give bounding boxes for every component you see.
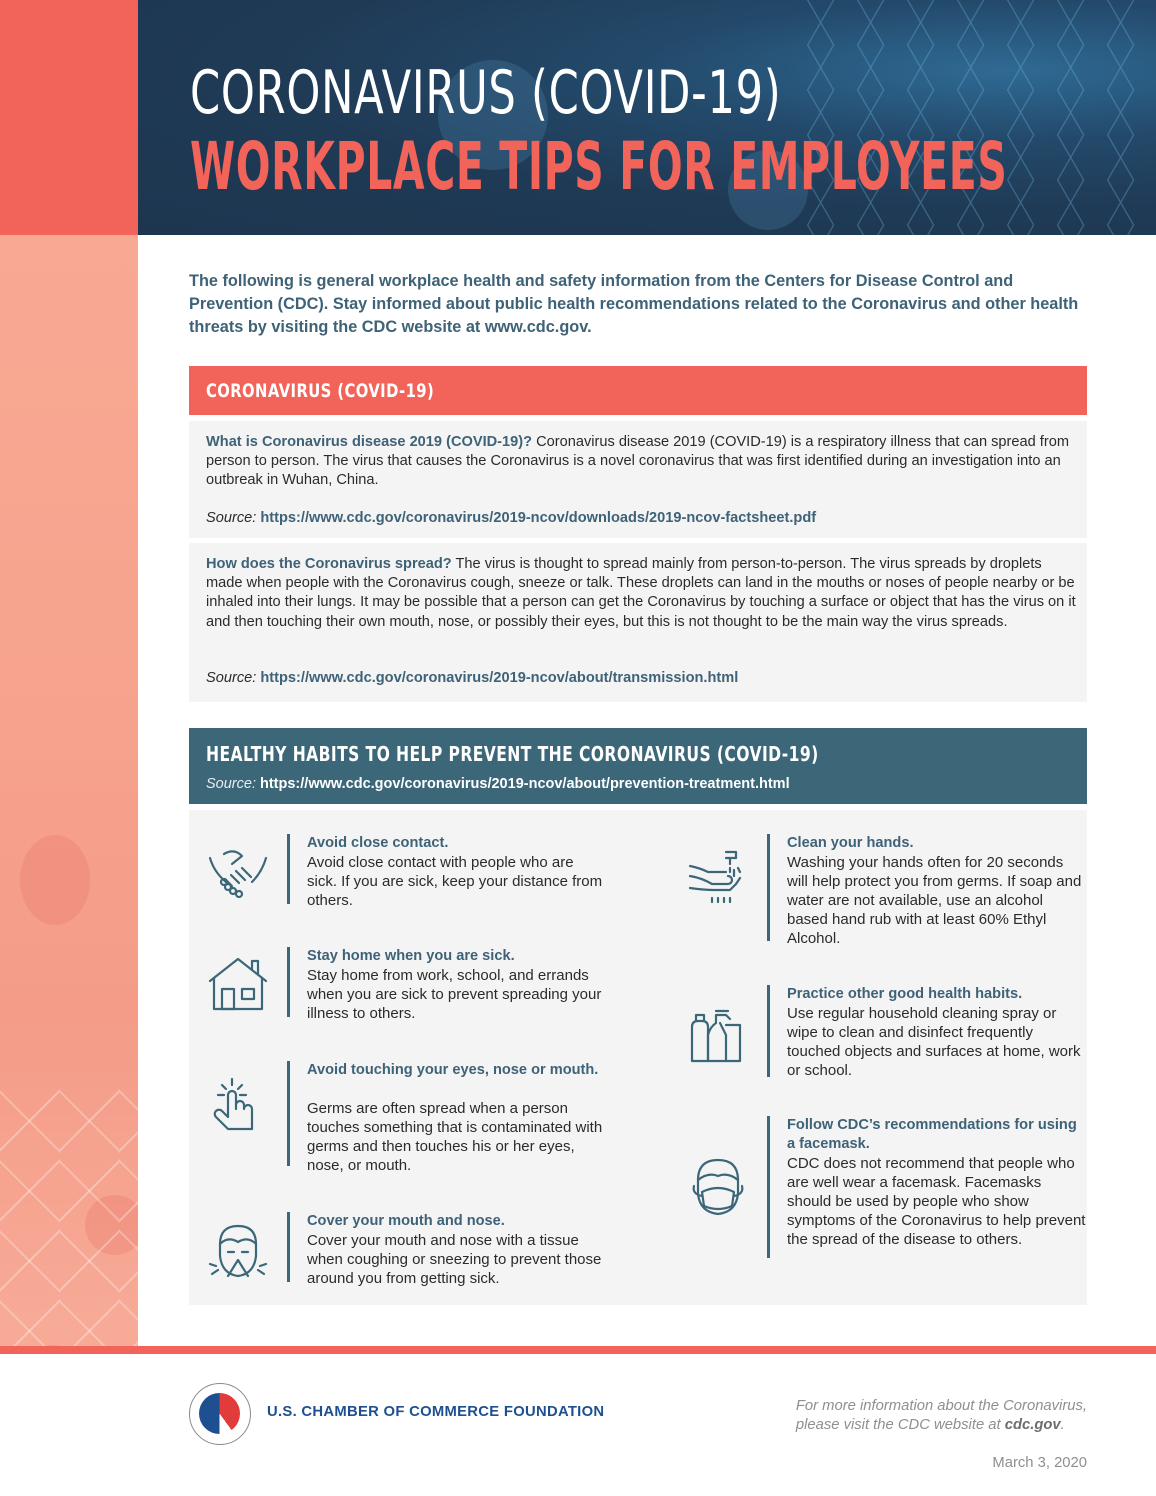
divider — [767, 834, 770, 941]
intro-paragraph: The following is general workplace health and safety information from the Centers for Disease Control and Prevention (CDC). Stay informed about public health recommendations related to the Coronavirus and other health threats by visiting the CDC website at www.cdc.gov. — [189, 272, 1079, 336]
divider — [767, 985, 770, 1077]
habit-body: Avoid close contact with people who are sick. If you are sick, keep your distance from others. — [307, 854, 603, 909]
source-link[interactable]: https://www.cdc.gov/coronavirus/2019-ncov/about/prevention-treatment.html — [260, 776, 790, 792]
faq-question: What is Coronavirus disease 2019 (COVID-19)? — [206, 434, 533, 450]
organization-name: U.S. CHAMBER OF COMMERCE FOUNDATION — [267, 1404, 605, 1420]
network-pattern — [0, 1086, 138, 1346]
habit-body: Stay home from work, school, and errands when you are sick to prevent spreading your illness to others. — [307, 967, 602, 1022]
divider — [767, 1116, 770, 1258]
cleaning-supplies-icon — [686, 1001, 750, 1065]
habit-body: Washing your hands often for 20 seconds will help protect you from germs. If soap and water are not available, use an alcohol based hand rub with at least 60% Ethyl Alcohol. — [787, 854, 1082, 947]
section-title: CORONAVIRUS (COVID-19) — [206, 380, 435, 402]
habit-body: Use regular household cleaning spray or wipe to clean and disinfect frequently touched objects and surfaces at home, work or school. — [787, 1005, 1081, 1079]
faq-panel-spread — [189, 543, 1087, 702]
cdc-link[interactable]: www.cdc.gov — [484, 318, 588, 336]
divider — [287, 947, 290, 1017]
chamber-seal-logo — [189, 1383, 251, 1445]
section-header-healthy-habits — [189, 728, 1087, 804]
page-title-line1: CORONAVIRUS (COVID-19) — [190, 58, 782, 128]
more-info-text: For more information about the Coronavirus, please visit the CDC website at cdc.gov. — [795, 1398, 1087, 1433]
habit-body: Germs are often spread when a person touches something that is contaminated with germs and then touches his or her eyes, nose, or mouth. — [307, 1100, 603, 1174]
handwashing-icon — [686, 848, 750, 912]
virus-graphic — [20, 835, 90, 925]
divider — [287, 1212, 290, 1282]
faq-text — [206, 555, 1076, 632]
faq-answer: The virus is thought to spread mainly from person-to-person. The virus spreads by droplets made when people with the Coronavirus cough, sneeze or talk. These droplets can land in the mouths or noses of people nearby or be inhaled into their lungs. It may be possible that a person can get the Coronavirus by touching a surface or object that has the virus on it and then touching their own mouth, nose, or possibly their eyes, but this is not thought to be the main way the virus spreads. — [206, 556, 1076, 630]
publication-date: March 3, 2020 — [992, 1455, 1087, 1471]
source-link[interactable]: https://www.cdc.gov/coronavirus/2019-ncov/about/transmission.html — [260, 670, 739, 686]
habit-title: Clean your hands. — [787, 835, 914, 851]
divider — [287, 834, 290, 904]
healthy-habits-panel — [189, 810, 1087, 1305]
faq-source: Source: https://www.cdc.gov/coronavirus/2019-ncov/downloads/2019-ncov-factsheet.pdf — [206, 510, 817, 526]
divider — [287, 1061, 290, 1166]
faq-text — [206, 433, 1076, 491]
left-decorative-stripe — [0, 235, 138, 1346]
left-stripe-top — [0, 0, 138, 235]
habit-body: CDC does not recommend that people who are well wear a facemask. Facemasks should be used by people who show symptoms of the Coronavirus to help prevent the spread of the disease to others. — [787, 1155, 1086, 1248]
faq-question: How does the Coronavirus spread? — [206, 556, 452, 572]
page-header — [138, 0, 1156, 235]
habit-body: Cover your mouth and nose with a tissue when coughing or sneezing to prevent those around you from getting sick. — [307, 1232, 602, 1287]
house-icon — [206, 951, 270, 1015]
section-header-coronavirus — [189, 366, 1087, 415]
handshake-icon — [206, 842, 270, 906]
sneezing-face-icon — [206, 1220, 270, 1284]
page-title-line2: WORKPLACE TIPS FOR EMPLOYEES — [190, 128, 1008, 205]
habit-title: Avoid close contact. — [307, 835, 449, 851]
habit-title: Practice other good health habits. — [787, 986, 1023, 1002]
section-title: HEALTHY HABITS TO HELP PREVENT THE CORONAVIRUS (COVID-19) — [206, 742, 819, 766]
faq-source: Source: https://www.cdc.gov/coronavirus/2019-ncov/about/transmission.html — [206, 670, 739, 686]
habit-title: Stay home when you are sick. — [307, 948, 515, 964]
habit-title: Cover your mouth and nose. — [307, 1213, 505, 1229]
cdc-link[interactable]: cdc.gov — [1004, 1417, 1061, 1433]
habit-title: Avoid touching your eyes, nose or mouth. — [307, 1062, 599, 1078]
pointing-hand-icon — [206, 1075, 270, 1139]
eagle-emblem-icon — [199, 1393, 240, 1434]
footer-divider — [0, 1346, 1156, 1354]
habit-title: Follow CDC’s recommendations for using a facemask. — [787, 1117, 1077, 1152]
faq-answer: Coronavirus disease 2019 (COVID-19) is a respiratory illness that can spread from person to person. The virus that causes the Coronavirus is a novel coronavirus that was first identified during an investigation into an outbreak in Wuhan, China. — [206, 434, 1069, 489]
intro-text: The following is general workplace health and safety information from the Centers for Disease Control and Prevention (CDC). Stay informed about public health recommendations related to the Coronavirus and other health threats by visiting the CDC website at — [189, 272, 1079, 336]
facemask-icon — [686, 1154, 750, 1218]
source-link[interactable]: https://www.cdc.gov/coronavirus/2019-ncov/downloads/2019-ncov-factsheet.pdf — [260, 510, 817, 526]
section-source: Source: https://www.cdc.gov/coronavirus/2019-ncov/about/prevention-treatment.html — [206, 776, 790, 792]
faq-panel-what-is — [189, 421, 1087, 538]
